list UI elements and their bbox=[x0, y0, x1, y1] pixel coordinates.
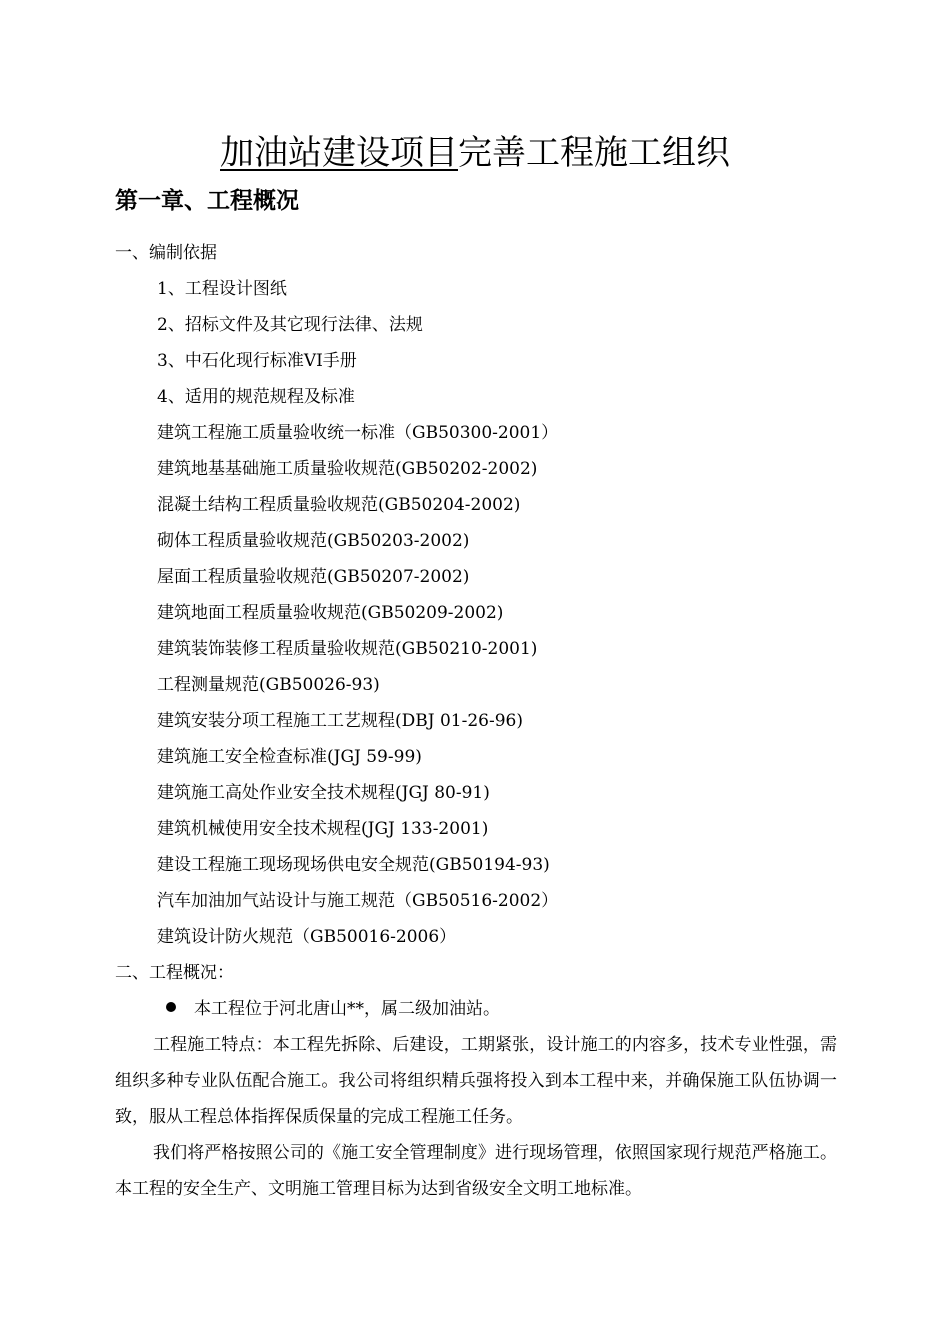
document-title bbox=[0, 130, 950, 176]
bullet-text: 本工程位于河北唐山**，属二级加油站。 bbox=[194, 999, 500, 1019]
list-item: 2、招标文件及其它现行法律、法规 bbox=[157, 315, 423, 335]
standard-item: 混凝土结构工程质量验收规范(GB50204-2002) bbox=[157, 495, 521, 515]
standard-item: 砌体工程质量验收规范(GB50203-2002) bbox=[157, 531, 470, 551]
standard-item: 建筑装饰装修工程质量验收规范(GB50210-2001) bbox=[157, 639, 538, 659]
standard-item: 屋面工程质量验收规范(GB50207-2002) bbox=[157, 567, 470, 587]
standard-item: 建筑机械使用安全技术规程(JGJ 133-2001) bbox=[157, 819, 489, 839]
section-heading-basis: 一、编制依据 bbox=[115, 243, 217, 263]
paragraph-characteristics: 工程施工特点：本工程先拆除、后建设，工期紧张，设计施工的内容多，技术专业性强，需组织多种专业队伍配合施工。我公司将组织精兵强将投入到本工程中来，并确保施工队伍协调一致，服从工程总体指挥保质保量的完成工程施工任务。 bbox=[115, 1035, 837, 1127]
list-item: 4、适用的规范规程及标准 bbox=[157, 387, 355, 407]
list-item: 1、工程设计图纸 bbox=[157, 279, 287, 299]
list-item: 3、中石化现行标准VI手册 bbox=[157, 351, 357, 371]
standard-item: 建筑地面工程质量验收规范(GB50209-2002) bbox=[157, 603, 504, 623]
standard-item: 建筑施工高处作业安全技术规程(JGJ 80-91) bbox=[157, 783, 490, 803]
section-heading-overview: 二、工程概况： bbox=[115, 963, 234, 983]
bullet-item bbox=[0, 991, 950, 1027]
document-body bbox=[0, 235, 950, 1207]
document-title-rest: 完善工程施工组织 bbox=[458, 133, 730, 173]
standard-item: 建筑施工安全检查标准(JGJ 59-99) bbox=[157, 747, 422, 767]
standard-item: 工程测量规范(GB50026-93) bbox=[157, 675, 380, 695]
standard-item: 建筑工程施工质量验收统一标准（GB50300-2001） bbox=[157, 423, 559, 443]
standard-item: 汽车加油加气站设计与施工规范（GB50516-2002） bbox=[157, 891, 559, 911]
chapter-heading: 第一章、工程概况 bbox=[115, 187, 299, 214]
standard-item: 建筑设计防火规范（GB50016-2006） bbox=[157, 927, 457, 947]
standard-item: 建筑地基基础施工质量验收规范(GB50202-2002) bbox=[157, 459, 538, 479]
standard-item: 建设工程施工现场现场供电安全规范(GB50194-93) bbox=[157, 855, 550, 875]
standard-item: 建筑安装分项工程施工工艺规程(DBJ 01-26-96) bbox=[157, 711, 523, 731]
bullet-icon bbox=[166, 1002, 176, 1012]
document-title-underlined: 加油站建设项目 bbox=[220, 133, 458, 173]
paragraph-safety: 我们将严格按照公司的《施工安全管理制度》进行现场管理，依照国家现行规范严格施工。本工程的安全生产、文明施工管理目标为达到省级安全文明工地标准。 bbox=[115, 1143, 837, 1199]
